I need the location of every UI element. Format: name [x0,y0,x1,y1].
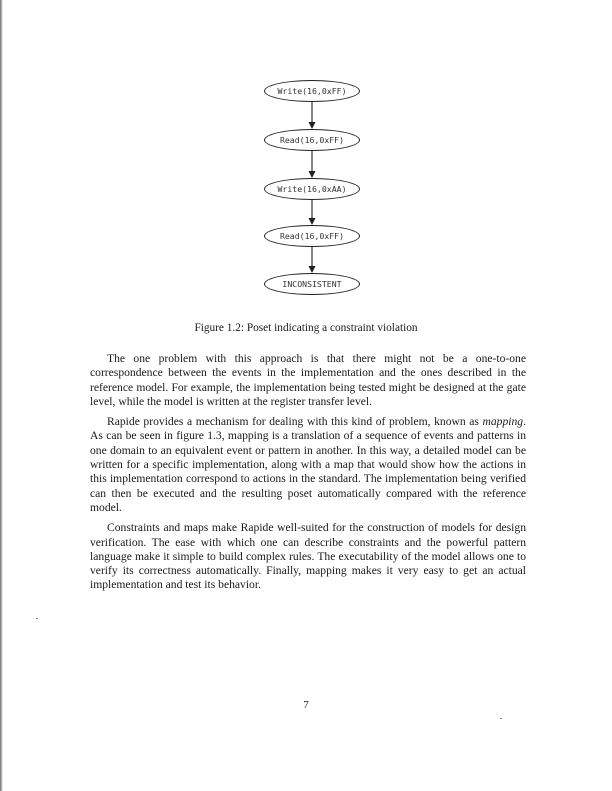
arrow-down-icon [305,151,319,178]
mapping-term: mapping [482,415,524,429]
poset-node-read-ff-2: Read(16,0xFF) [264,225,360,247]
paragraph-mapping [90,415,526,515]
arrow-down-icon [305,102,319,129]
paragraph-mapping-rest: . As can be seen in figure 1.3, mapping is a translation of a sequence of events and patterns in one domain to an equivalent event or pattern in another. In this way, a detailed model can be written for a specific implementation, along with a map that would show how the actions in this implementation correspond to actions in the standard. The implementation being verified can then be executed and the resulting poset automatically compared with the reference model. [90,415,526,514]
body-text [90,352,526,599]
poset-node-write-ff: Write(16,0xFF) [264,80,360,102]
arrow-down-icon [305,200,319,225]
paragraph-correspondence: The one problem with this approach is that there might not be a one-to-one correspondence between the events in the implementation and the ones described in the reference model. For example, the implementation being tested might be designed at the gate level, while the model is written at the register transfer level. [90,352,526,408]
scan-speck [36,618,38,619]
figure-caption: Figure 1.2: Poset indicating a constraint violation [194,322,418,334]
poset-node-write-aa: Write(16,0xAA) [264,178,360,200]
page-number: 7 [303,699,309,711]
paragraph-conclusion: Constraints and maps make Rapide well-suited for the construction of models for design verification. The ease with which one can describe constraints and the powerful pattern language make it simple to build complex rules. The executability of the model allows one to verify its correctness automatically. Finally, mapping makes it very easy to get an actual implementation and test its behavior. [90,521,526,592]
scan-speck [500,718,502,719]
poset-node-inconsistent: INCONSISTENT [264,273,360,295]
poset-node-read-ff: Read(16,0xFF) [264,129,360,151]
poset-figure [0,0,612,300]
paragraph-mapping-lead: Rapide provides a mechanism for dealing with this kind of problem, known as [107,415,483,429]
arrow-down-icon [305,247,319,273]
